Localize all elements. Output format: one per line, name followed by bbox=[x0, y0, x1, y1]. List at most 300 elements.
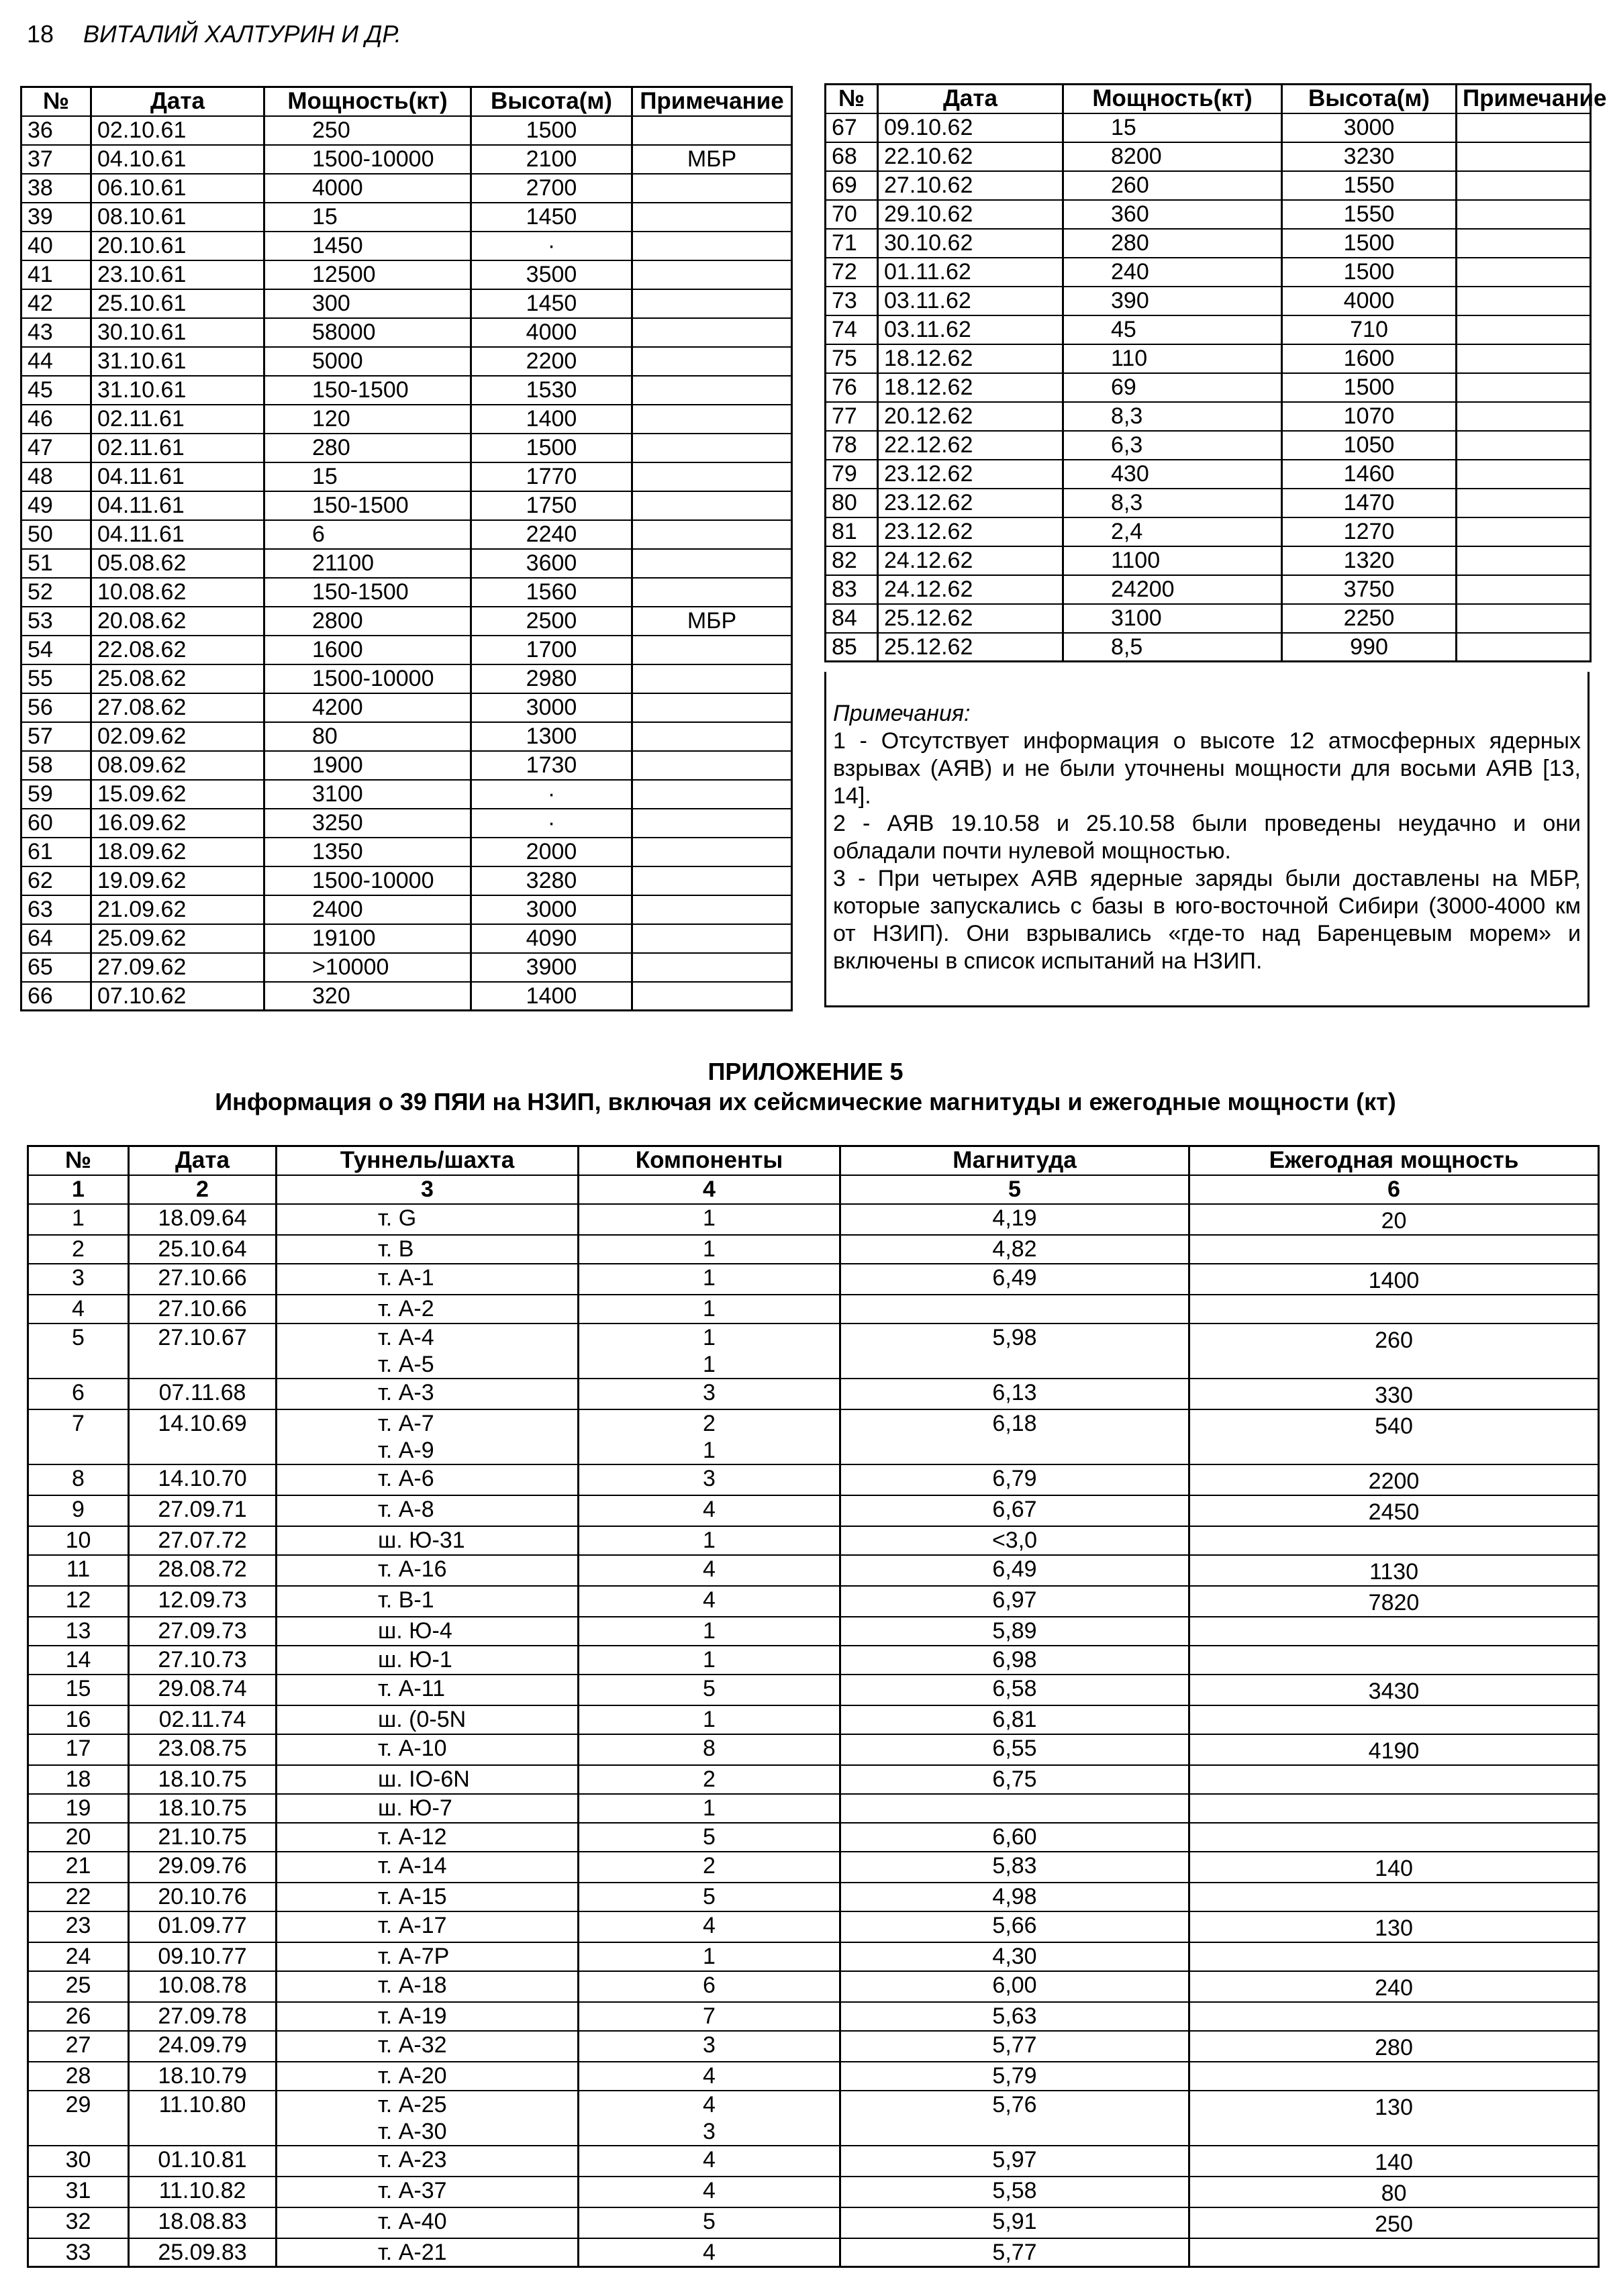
cell-note bbox=[632, 376, 792, 405]
cell-number: 84 bbox=[826, 604, 878, 633]
cell-components: 1 bbox=[579, 1235, 840, 1264]
cell-number: 75 bbox=[826, 344, 878, 373]
cell-date: 23.10.61 bbox=[91, 260, 264, 289]
cell-number: 54 bbox=[21, 636, 91, 664]
cell-magnitude: 6,75 bbox=[840, 1765, 1189, 1794]
cell-number: 80 bbox=[826, 489, 878, 517]
cell-height: 1070 bbox=[1282, 402, 1457, 431]
table-row bbox=[21, 636, 792, 664]
table-row bbox=[826, 315, 1591, 344]
cell-note bbox=[632, 722, 792, 751]
cell-date: 23.12.62 bbox=[878, 460, 1063, 489]
cell-yield: 280 bbox=[1063, 229, 1282, 258]
cell-height: 1460 bbox=[1282, 460, 1457, 489]
cell-height: 1550 bbox=[1282, 200, 1457, 229]
cell-note bbox=[1457, 373, 1591, 402]
cell-note bbox=[1457, 344, 1591, 373]
cell-number: 67 bbox=[826, 113, 878, 142]
cell-yield: 3100 bbox=[264, 780, 471, 809]
cell-magnitude: 6,67 bbox=[840, 1495, 1189, 1526]
column-header: Ежегодная мощность bbox=[1189, 1146, 1599, 1175]
cell-annual-yield bbox=[1189, 1942, 1599, 1971]
cell-tunnel: т. G bbox=[277, 1204, 579, 1235]
cell-date: 12.09.73 bbox=[129, 1586, 277, 1617]
cell-number: 77 bbox=[826, 402, 878, 431]
cell-date: 18.10.75 bbox=[129, 1794, 277, 1823]
cell-height: 1050 bbox=[1282, 431, 1457, 460]
column-header: Дата bbox=[129, 1146, 277, 1175]
table-row bbox=[21, 866, 792, 895]
column-index: 3 bbox=[277, 1175, 579, 1204]
cell-date: 18.09.62 bbox=[91, 838, 264, 866]
cell-note bbox=[632, 953, 792, 982]
cell-number: 3 bbox=[28, 1264, 129, 1295]
note-1: 1 - Отсутствует информация о высоте 12 атмосферных ядерных взрывах (АЯВ) и не были уточнены мощности для восьми АЯВ [13, 14]. bbox=[833, 728, 1581, 809]
table-row bbox=[28, 1617, 1599, 1646]
cell-number: 15 bbox=[28, 1675, 129, 1705]
cell-yield: 21100 bbox=[264, 549, 471, 578]
cell-yield: 2,4 bbox=[1063, 517, 1282, 546]
cell-magnitude: 6,79 bbox=[840, 1464, 1189, 1495]
cell-yield: 58000 bbox=[264, 318, 471, 347]
cell-note bbox=[1457, 315, 1591, 344]
cell-magnitude: 5,83 bbox=[840, 1852, 1189, 1883]
cell-height: 1500 bbox=[1282, 258, 1457, 287]
cell-magnitude: 4,82 bbox=[840, 1235, 1189, 1264]
cell-components: 4 3 bbox=[579, 2091, 840, 2146]
cell-note bbox=[632, 578, 792, 607]
cell-note bbox=[632, 347, 792, 376]
cell-number: 31 bbox=[28, 2177, 129, 2207]
cell-magnitude: 4,19 bbox=[840, 1204, 1189, 1235]
cell-note bbox=[632, 520, 792, 549]
cell-yield: 1450 bbox=[264, 232, 471, 260]
cell-date: 10.08.62 bbox=[91, 578, 264, 607]
table-row bbox=[21, 809, 792, 838]
cell-number: 1 bbox=[28, 1204, 129, 1235]
cell-tunnel: т. A-10 bbox=[277, 1734, 579, 1765]
table-row bbox=[21, 116, 792, 145]
cell-number: 83 bbox=[826, 575, 878, 604]
table-row bbox=[21, 145, 792, 174]
cell-date: 14.10.70 bbox=[129, 1464, 277, 1495]
cell-yield: 320 bbox=[264, 982, 471, 1011]
cell-yield: 19100 bbox=[264, 924, 471, 953]
cell-annual-yield bbox=[1189, 1765, 1599, 1794]
cell-tunnel: ш. (0-5N bbox=[277, 1705, 579, 1734]
cell-tunnel: т. A-40 bbox=[277, 2207, 579, 2238]
table-row bbox=[21, 838, 792, 866]
cell-height: 1730 bbox=[471, 751, 632, 780]
table-row bbox=[21, 664, 792, 693]
cell-number: 48 bbox=[21, 462, 91, 491]
cell-height: 1400 bbox=[471, 405, 632, 434]
column-header: Мощность(кт) bbox=[1063, 85, 1282, 113]
table-header-row bbox=[826, 85, 1591, 113]
cell-number: 71 bbox=[826, 229, 878, 258]
note-3: 3 - При четырех АЯВ ядерные заряды были доставлены на МБР, которые запускались с базы в юго-восточной Сибири (3000-4000 км от НЗИП). Они взрывались «где-то над Баренцевым морем» и включены в список испытаний на НЗИП. bbox=[833, 866, 1581, 974]
table-row bbox=[28, 1911, 1599, 1942]
cell-number: 12 bbox=[28, 1586, 129, 1617]
cell-tunnel: ш. Ю-31 bbox=[277, 1526, 579, 1555]
table-body bbox=[21, 116, 792, 1011]
cell-note bbox=[632, 693, 792, 722]
cell-date: 30.10.62 bbox=[878, 229, 1063, 258]
cell-height: 1750 bbox=[471, 491, 632, 520]
cell-components: 2 bbox=[579, 1852, 840, 1883]
table-row bbox=[28, 1765, 1599, 1794]
cell-components: 5 bbox=[579, 2207, 840, 2238]
cell-height: 1550 bbox=[1282, 171, 1457, 200]
cell-number: 14 bbox=[28, 1646, 129, 1675]
cell-components: 5 bbox=[579, 1675, 840, 1705]
cell-annual-yield: 80 bbox=[1189, 2177, 1599, 2207]
cell-date: 25.08.62 bbox=[91, 664, 264, 693]
cell-note bbox=[1457, 229, 1591, 258]
cell-date: 29.08.74 bbox=[129, 1675, 277, 1705]
cell-date: 25.09.83 bbox=[129, 2238, 277, 2267]
cell-number: 18 bbox=[28, 1765, 129, 1794]
cell-tunnel: т. A-17 bbox=[277, 1911, 579, 1942]
cell-height: 1270 bbox=[1282, 517, 1457, 546]
cell-yield: 80 bbox=[264, 722, 471, 751]
cell-tunnel: т. A-11 bbox=[277, 1675, 579, 1705]
cell-tunnel: т. A-4 т. A-5 bbox=[277, 1324, 579, 1379]
table-row bbox=[826, 344, 1591, 373]
cell-date: 01.09.77 bbox=[129, 1911, 277, 1942]
cell-note bbox=[632, 664, 792, 693]
cell-yield: 8,3 bbox=[1063, 402, 1282, 431]
cell-date: 02.11.74 bbox=[129, 1705, 277, 1734]
cell-tunnel: т. A-3 bbox=[277, 1379, 579, 1409]
atmospheric-table-left bbox=[20, 86, 793, 1011]
cell-components: 4 bbox=[579, 1911, 840, 1942]
cell-height: 3500 bbox=[471, 260, 632, 289]
cell-tunnel: т. A-25 т. A-30 bbox=[277, 2091, 579, 2146]
cell-magnitude: 6,49 bbox=[840, 1264, 1189, 1295]
cell-height: 1400 bbox=[471, 982, 632, 1011]
cell-date: 16.09.62 bbox=[91, 809, 264, 838]
cell-number: 5 bbox=[28, 1324, 129, 1379]
cell-height: 3750 bbox=[1282, 575, 1457, 604]
cell-magnitude: 6,60 bbox=[840, 1823, 1189, 1852]
column-index: 6 bbox=[1189, 1175, 1599, 1204]
cell-note: МБР bbox=[632, 607, 792, 636]
cell-date: 25.12.62 bbox=[878, 604, 1063, 633]
cell-date: 29.09.76 bbox=[129, 1852, 277, 1883]
cell-date: 06.10.61 bbox=[91, 174, 264, 203]
note-2: 2 - АЯВ 19.10.58 и 25.10.58 были проведены неудачно и они обладали почти нулевой мощностью. bbox=[833, 811, 1581, 864]
cell-height: 1500 bbox=[471, 434, 632, 462]
cell-note bbox=[632, 809, 792, 838]
cell-note bbox=[632, 203, 792, 232]
cell-date: 20.08.62 bbox=[91, 607, 264, 636]
cell-annual-yield bbox=[1189, 2002, 1599, 2031]
table-row bbox=[21, 347, 792, 376]
cell-number: 36 bbox=[21, 116, 91, 145]
cell-number: 8 bbox=[28, 1464, 129, 1495]
cell-date: 20.10.61 bbox=[91, 232, 264, 260]
table-row bbox=[826, 431, 1591, 460]
cell-yield: 1100 bbox=[1063, 546, 1282, 575]
cell-date: 20.12.62 bbox=[878, 402, 1063, 431]
cell-components: 1 bbox=[579, 1204, 840, 1235]
cell-components: 4 bbox=[579, 1495, 840, 1526]
cell-magnitude: 5,79 bbox=[840, 2062, 1189, 2091]
table-row bbox=[826, 142, 1591, 171]
table-row bbox=[28, 1264, 1599, 1295]
cell-height: 1320 bbox=[1282, 546, 1457, 575]
cell-tunnel: т. A-12 bbox=[277, 1823, 579, 1852]
cell-annual-yield: 130 bbox=[1189, 2091, 1599, 2146]
table-row bbox=[21, 318, 792, 347]
cell-components: 1 bbox=[579, 1705, 840, 1734]
cell-date: 01.11.62 bbox=[878, 258, 1063, 287]
cell-date: 24.09.79 bbox=[129, 2031, 277, 2062]
cell-note bbox=[1457, 460, 1591, 489]
cell-number: 58 bbox=[21, 751, 91, 780]
cell-height: 4000 bbox=[1282, 287, 1457, 315]
cell-date: 21.09.62 bbox=[91, 895, 264, 924]
cell-number: 2 bbox=[28, 1235, 129, 1264]
cell-note bbox=[1457, 258, 1591, 287]
cell-date: 08.09.62 bbox=[91, 751, 264, 780]
table-row bbox=[28, 2207, 1599, 2238]
cell-note bbox=[632, 780, 792, 809]
cell-number: 62 bbox=[21, 866, 91, 895]
cell-date: 15.09.62 bbox=[91, 780, 264, 809]
cell-date: 27.09.62 bbox=[91, 953, 264, 982]
cell-height: 3600 bbox=[471, 549, 632, 578]
cell-note bbox=[1457, 142, 1591, 171]
cell-date: 25.09.62 bbox=[91, 924, 264, 953]
cell-components: 4 bbox=[579, 2177, 840, 2207]
cell-height: · bbox=[471, 232, 632, 260]
cell-yield: 1500-10000 bbox=[264, 145, 471, 174]
appendix-subtitle: Информация о 39 ПЯИ на НЗИП, включая их сейсмические магнитуды и ежегодные мощности (кт) bbox=[215, 1088, 1396, 1115]
cell-date: 25.12.62 bbox=[878, 633, 1063, 662]
table-row bbox=[826, 200, 1591, 229]
cell-components: 1 bbox=[579, 1526, 840, 1555]
cell-height: 1600 bbox=[1282, 344, 1457, 373]
cell-date: 21.10.75 bbox=[129, 1823, 277, 1852]
cell-components: 3 bbox=[579, 1379, 840, 1409]
cell-height: 1500 bbox=[1282, 229, 1457, 258]
cell-note bbox=[632, 318, 792, 347]
cell-height: 2700 bbox=[471, 174, 632, 203]
cell-yield: 1500-10000 bbox=[264, 664, 471, 693]
cell-magnitude: 6,58 bbox=[840, 1675, 1189, 1705]
cell-note bbox=[632, 982, 792, 1011]
cell-magnitude: 5,97 bbox=[840, 2146, 1189, 2177]
cell-date: 18.12.62 bbox=[878, 344, 1063, 373]
cell-height: · bbox=[471, 809, 632, 838]
appendix-table bbox=[27, 1145, 1600, 2268]
cell-date: 24.12.62 bbox=[878, 575, 1063, 604]
column-header: № bbox=[826, 85, 878, 113]
table-row bbox=[28, 2238, 1599, 2267]
table-row bbox=[28, 1646, 1599, 1675]
cell-yield: 1900 bbox=[264, 751, 471, 780]
table-row bbox=[21, 693, 792, 722]
table-row bbox=[28, 1734, 1599, 1765]
running-title: ВИТАЛИЙ ХАЛТУРИН И ДР. bbox=[83, 20, 401, 48]
cell-yield: 120 bbox=[264, 405, 471, 434]
cell-annual-yield: 2450 bbox=[1189, 1495, 1599, 1526]
cell-yield: 12500 bbox=[264, 260, 471, 289]
table-row bbox=[28, 1379, 1599, 1409]
table-row bbox=[21, 751, 792, 780]
cell-height: 1530 bbox=[471, 376, 632, 405]
cell-number: 40 bbox=[21, 232, 91, 260]
table-row bbox=[28, 1852, 1599, 1883]
table-row bbox=[21, 491, 792, 520]
column-header: Мощность(кт) bbox=[264, 87, 471, 116]
cell-yield: 150-1500 bbox=[264, 578, 471, 607]
cell-number: 56 bbox=[21, 693, 91, 722]
cell-magnitude bbox=[840, 1794, 1189, 1823]
cell-magnitude: 5,76 bbox=[840, 2091, 1189, 2146]
cell-number: 27 bbox=[28, 2031, 129, 2062]
cell-height: 2200 bbox=[471, 347, 632, 376]
table-row bbox=[21, 607, 792, 636]
cell-yield: 430 bbox=[1063, 460, 1282, 489]
column-header: Дата bbox=[91, 87, 264, 116]
cell-yield: 150-1500 bbox=[264, 376, 471, 405]
cell-tunnel: ш. Ю-1 bbox=[277, 1646, 579, 1675]
cell-note bbox=[1457, 575, 1591, 604]
column-header: № bbox=[28, 1146, 129, 1175]
cell-number: 47 bbox=[21, 434, 91, 462]
cell-date: 02.11.61 bbox=[91, 434, 264, 462]
cell-note bbox=[1457, 489, 1591, 517]
cell-date: 20.10.76 bbox=[129, 1883, 277, 1911]
cell-number: 66 bbox=[21, 982, 91, 1011]
cell-tunnel: ш. Ю-7 bbox=[277, 1794, 579, 1823]
cell-components: 1 bbox=[579, 1617, 840, 1646]
cell-yield: 8,3 bbox=[1063, 489, 1282, 517]
cell-number: 44 bbox=[21, 347, 91, 376]
cell-height: 4000 bbox=[471, 318, 632, 347]
table-row bbox=[21, 578, 792, 607]
cell-number: 55 bbox=[21, 664, 91, 693]
cell-height: 1300 bbox=[471, 722, 632, 751]
cell-number: 38 bbox=[21, 174, 91, 203]
cell-number: 49 bbox=[21, 491, 91, 520]
cell-number: 72 bbox=[826, 258, 878, 287]
cell-components: 5 bbox=[579, 1823, 840, 1852]
cell-annual-yield bbox=[1189, 1883, 1599, 1911]
cell-height: 1500 bbox=[1282, 373, 1457, 402]
cell-yield: 110 bbox=[1063, 344, 1282, 373]
column-index: 4 bbox=[579, 1175, 840, 1204]
cell-height: 710 bbox=[1282, 315, 1457, 344]
cell-number: 70 bbox=[826, 200, 878, 229]
cell-tunnel: т. A-1 bbox=[277, 1264, 579, 1295]
cell-tunnel: т. A-23 bbox=[277, 2146, 579, 2177]
cell-annual-yield: 1130 bbox=[1189, 1555, 1599, 1586]
cell-height: · bbox=[471, 780, 632, 809]
cell-yield: 4000 bbox=[264, 174, 471, 203]
cell-number: 4 bbox=[28, 1295, 129, 1324]
cell-height: 1450 bbox=[471, 203, 632, 232]
cell-number: 33 bbox=[28, 2238, 129, 2267]
cell-yield: 3250 bbox=[264, 809, 471, 838]
cell-annual-yield: 130 bbox=[1189, 1911, 1599, 1942]
table-row bbox=[28, 2002, 1599, 2031]
cell-magnitude: 6,00 bbox=[840, 1971, 1189, 2002]
cell-date: 27.10.73 bbox=[129, 1646, 277, 1675]
cell-height: 3000 bbox=[1282, 113, 1457, 142]
cell-note bbox=[632, 405, 792, 434]
cell-note bbox=[632, 462, 792, 491]
cell-note bbox=[632, 289, 792, 318]
cell-note bbox=[1457, 431, 1591, 460]
cell-magnitude: 6,49 bbox=[840, 1555, 1189, 1586]
cell-magnitude bbox=[840, 1295, 1189, 1324]
cell-height: 3280 bbox=[471, 866, 632, 895]
cell-components: 1 bbox=[579, 1794, 840, 1823]
cell-height: 3230 bbox=[1282, 142, 1457, 171]
cell-tunnel: т. A-14 bbox=[277, 1852, 579, 1883]
cell-tunnel: т. A-37 bbox=[277, 2177, 579, 2207]
table-row bbox=[21, 520, 792, 549]
appendix-title: ПРИЛОЖЕНИЕ 5 bbox=[707, 1058, 904, 1085]
cell-components: 4 bbox=[579, 1555, 840, 1586]
cell-number: 64 bbox=[21, 924, 91, 953]
table-row bbox=[826, 402, 1591, 431]
column-index: 2 bbox=[129, 1175, 277, 1204]
cell-number: 13 bbox=[28, 1617, 129, 1646]
cell-tunnel: т. A-7P bbox=[277, 1942, 579, 1971]
cell-note bbox=[632, 751, 792, 780]
table-row bbox=[21, 174, 792, 203]
cell-number: 68 bbox=[826, 142, 878, 171]
cell-note bbox=[1457, 171, 1591, 200]
cell-height: 1450 bbox=[471, 289, 632, 318]
column-header: Примечание bbox=[1457, 85, 1591, 113]
cell-number: 24 bbox=[28, 1942, 129, 1971]
cell-height: 1700 bbox=[471, 636, 632, 664]
cell-yield: 3100 bbox=[1063, 604, 1282, 633]
cell-date: 18.09.64 bbox=[129, 1204, 277, 1235]
cell-number: 7 bbox=[28, 1409, 129, 1464]
cell-date: 30.10.61 bbox=[91, 318, 264, 347]
table-row bbox=[826, 489, 1591, 517]
table-row bbox=[21, 462, 792, 491]
cell-tunnel: т. B bbox=[277, 1235, 579, 1264]
cell-yield: 15 bbox=[264, 203, 471, 232]
cell-date: 22.10.62 bbox=[878, 142, 1063, 171]
cell-number: 32 bbox=[28, 2207, 129, 2238]
cell-date: 07.10.62 bbox=[91, 982, 264, 1011]
cell-yield: 8200 bbox=[1063, 142, 1282, 171]
cell-yield: 15 bbox=[1063, 113, 1282, 142]
cell-components: 2 1 bbox=[579, 1409, 840, 1464]
cell-number: 19 bbox=[28, 1794, 129, 1823]
table-row bbox=[28, 2062, 1599, 2091]
cell-annual-yield bbox=[1189, 1295, 1599, 1324]
cell-tunnel: т. B-1 bbox=[277, 1586, 579, 1617]
cell-number: 30 bbox=[28, 2146, 129, 2177]
cell-number: 61 bbox=[21, 838, 91, 866]
column-header: Компоненты bbox=[579, 1146, 840, 1175]
cell-number: 81 bbox=[826, 517, 878, 546]
cell-number: 37 bbox=[21, 145, 91, 174]
cell-magnitude: 6,55 bbox=[840, 1734, 1189, 1765]
table-row bbox=[826, 113, 1591, 142]
cell-magnitude: 6,18 bbox=[840, 1409, 1189, 1464]
